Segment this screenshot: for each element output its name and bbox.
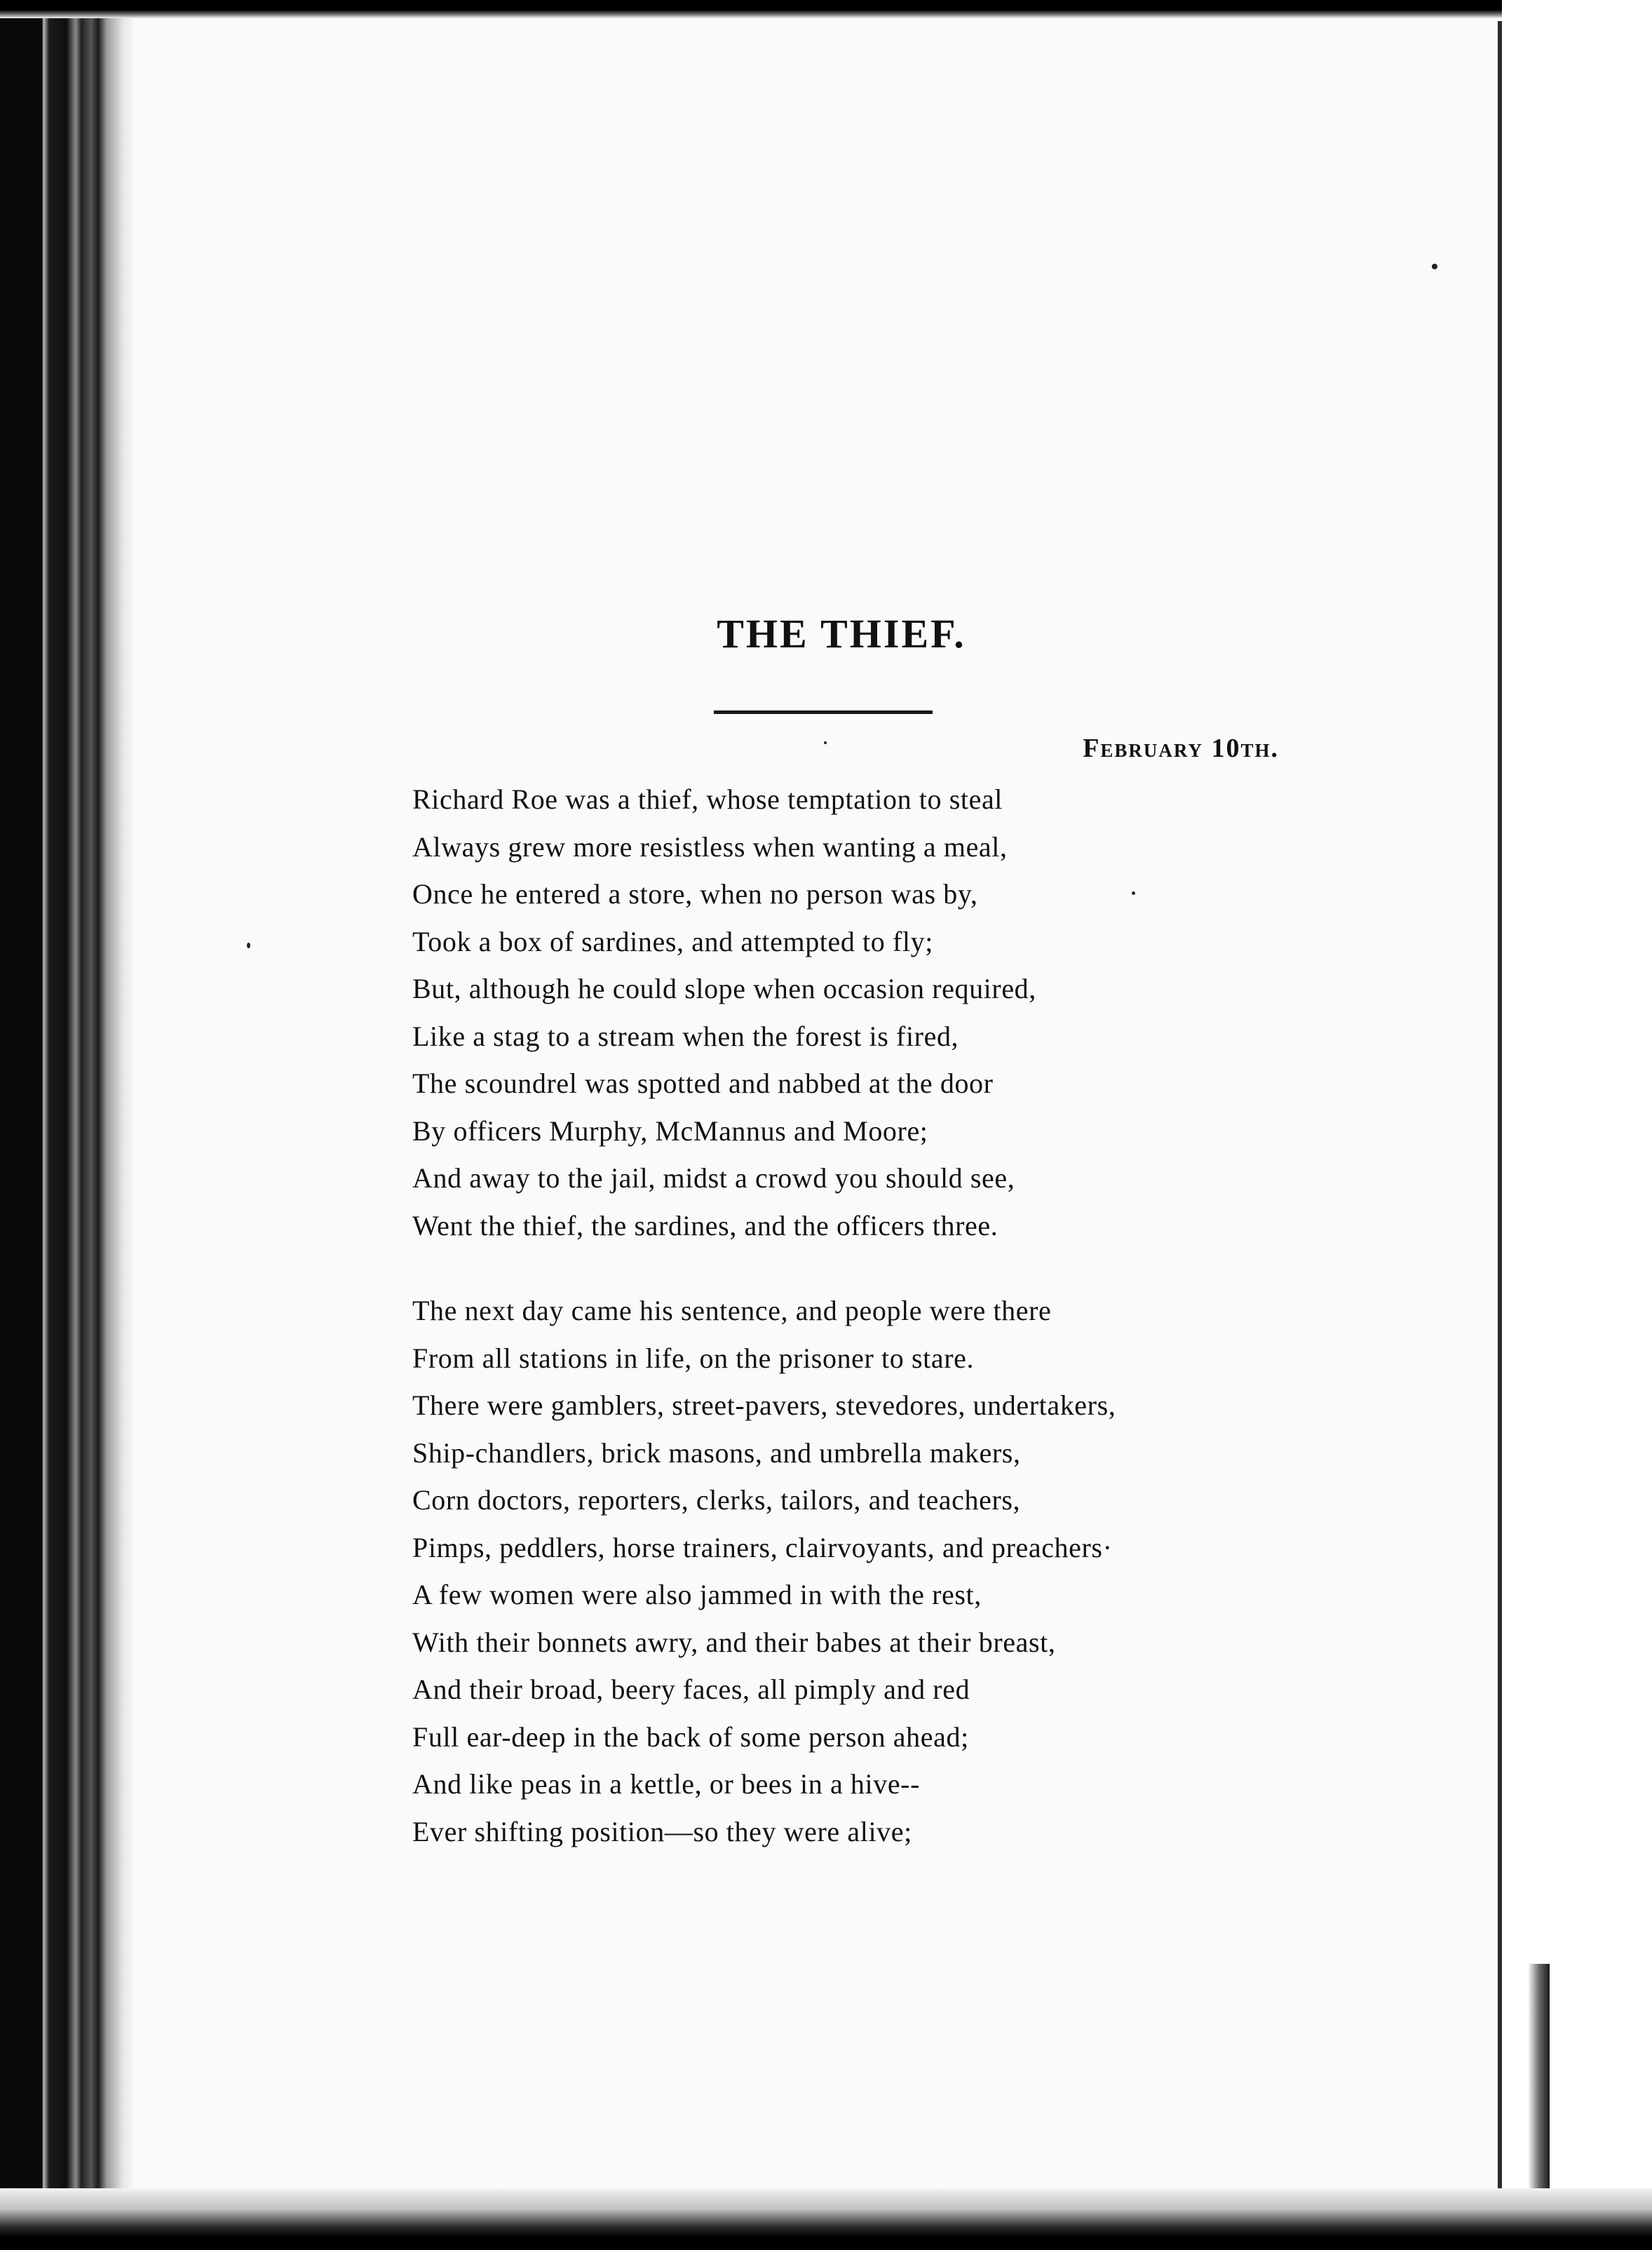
poem-line: Ship-chandlers, brick masons, and umbrella makers, — [412, 1436, 1021, 1469]
poem-line: There were gamblers, street-pavers, stevedores, undertakers, — [412, 1389, 1116, 1421]
poem-line: Like a stag to a stream when the forest is fired, — [412, 1020, 959, 1052]
stanza-2 — [412, 1287, 1116, 1855]
poem-line: Took a box of sardines, and attempted to fly; — [412, 925, 933, 957]
poem-line: From all stations in life, on the prisoner to stare. — [412, 1342, 975, 1374]
poem-line: Corn doctors, reporters, clerks, tailors, and teachers, — [412, 1484, 1021, 1516]
poem-line: And away to the jail, midst a crowd you should see, — [412, 1162, 1015, 1194]
poem-line: Ever shifting position—so they were alive; — [412, 1815, 912, 1847]
stanza-1 — [412, 776, 1036, 1249]
poem-line: And their broad, beery faces, all pimply and red — [412, 1673, 970, 1705]
poem-line: Always grew more resistless when wanting a meal, — [412, 830, 1008, 863]
poem-line: But, although he could slope when occasion required, — [412, 973, 1036, 1004]
poem-line: Went the thief, the sardines, and the officers three. — [412, 1209, 998, 1241]
poem-title: THE THIEF. — [717, 611, 966, 656]
poem-line: By officers Murphy, McMannus and Moore; — [412, 1114, 928, 1147]
poem-line: With their bonnets awry, and their babes at their breast, — [412, 1626, 1056, 1658]
poem-line: A few women were also jammed in with the rest, — [412, 1579, 982, 1610]
poem-line: The scoundrel was spotted and nabbed at the door — [412, 1067, 994, 1099]
poem-line: The next day came his sentence, and people were there — [412, 1295, 1052, 1326]
poem-line: Richard Roe was a thief, whose temptation to steal — [412, 783, 1003, 815]
title-divider — [714, 710, 933, 714]
poem-line: Once he entered a store, when no person was by, — [412, 878, 978, 910]
poem-line: Pimps, peddlers, horse trainers, clairvoyants, and preachers· — [412, 1531, 1113, 1563]
poem-line: And like peas in a kettle, or bees in a hive-- — [412, 1768, 921, 1800]
poem-line: Full ear-deep in the back of some person ahead; — [412, 1720, 969, 1753]
poem-date: February 10th. — [1083, 734, 1279, 763]
